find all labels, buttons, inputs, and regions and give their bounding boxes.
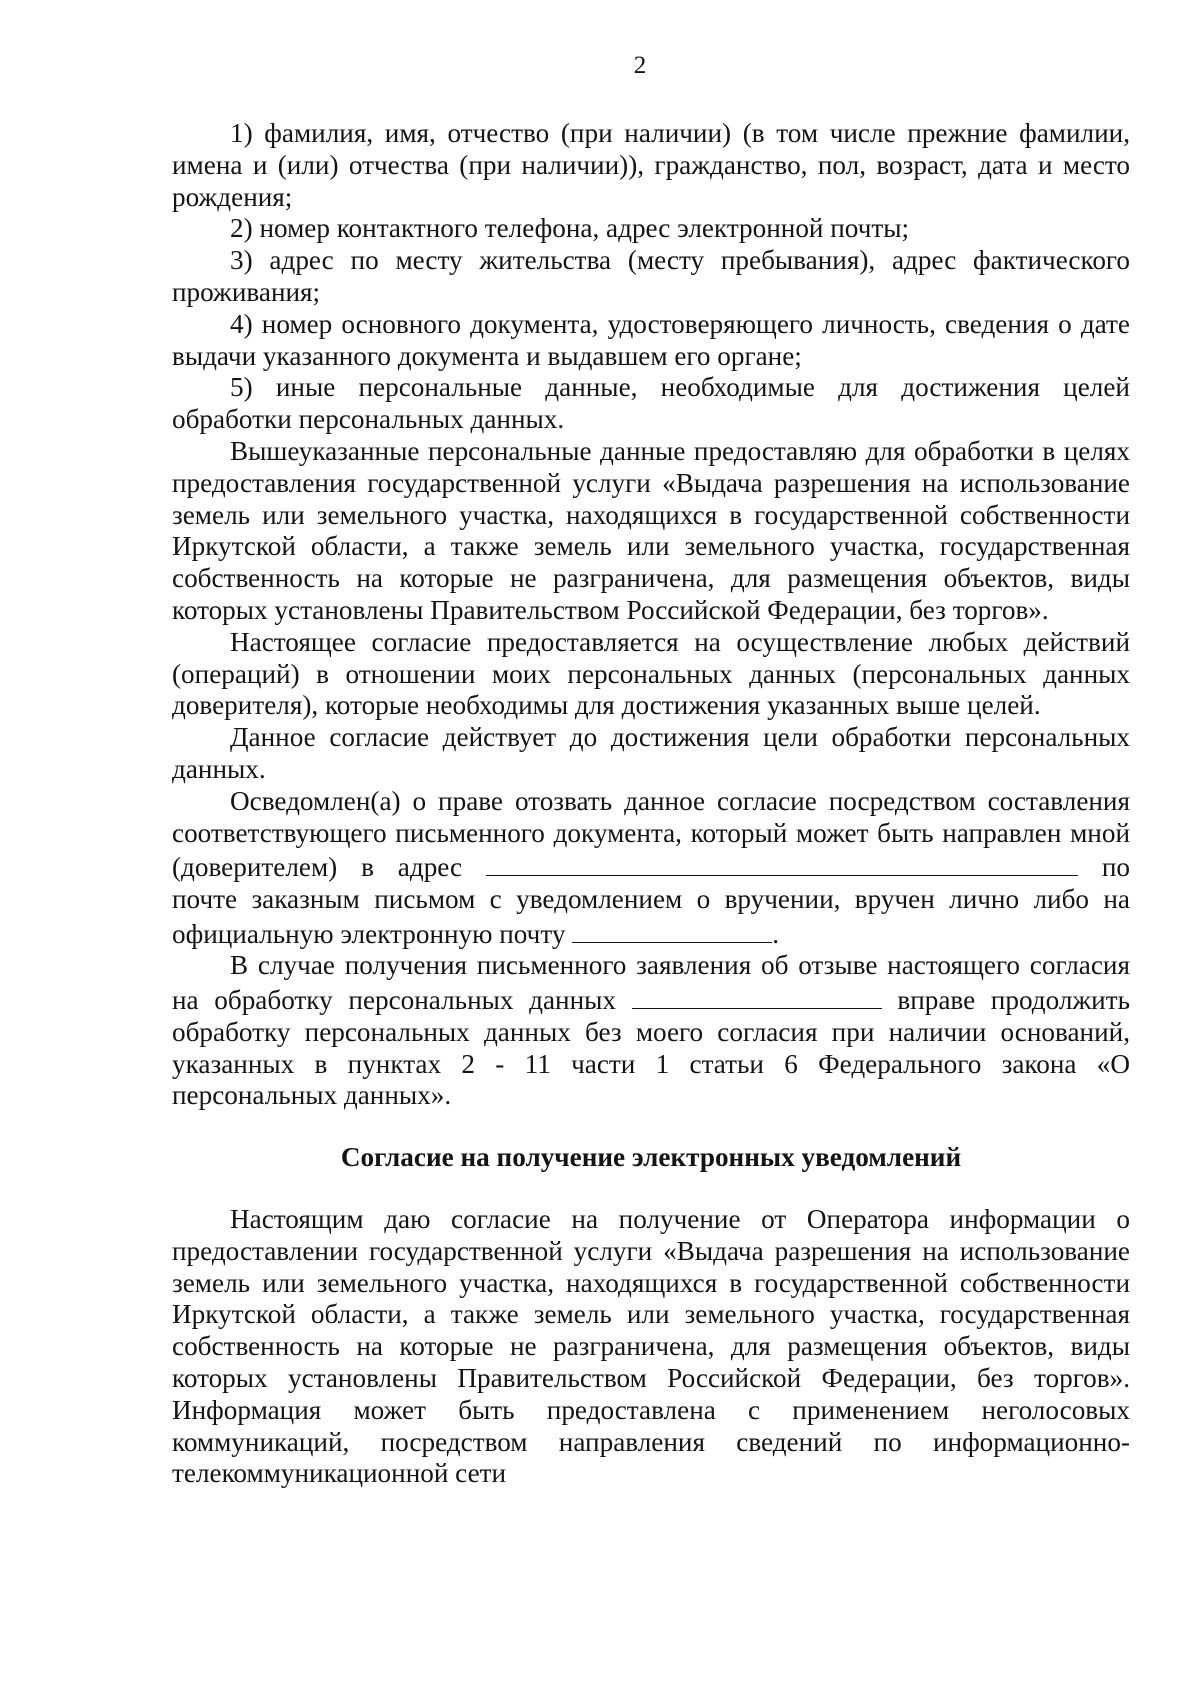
section-heading: Согласие на получение электронных уведомлений <box>340 1142 962 1173</box>
withdrawal-text-part2: вправе продолжить обработку персональных данных без моего согласия при наличии оснований, указанных в пунктах 2 - 11 части 1 статьи 6 Федерального закона «О персональных данных». <box>172 985 1131 1111</box>
list-item-3: 3) адрес по месту жительства (месту пребывания), адрес фактического проживания; <box>172 245 1130 307</box>
revoke-paragraph <box>172 786 1130 951</box>
notification-consent-paragraph: Настоящим даю согласие на получение от Оператора информации о предоставлении государственной услуги «Выдача разрешения на использование земель или земельного участка, находящихся в государственной собственности Иркутской области, а также земель или земельного участка, государственная собственность на которые не разграничена, для размещения объектов, виды которых установлены Правительством Российской Федерации, без торгов». Информация может быть предоставлена с применением неголосовых коммуникаций, посредством направления сведений по информационно-телекоммуникационной сети <box>172 1203 1130 1489</box>
document-body <box>172 118 1130 1490</box>
list-item-4: 4) номер основного документа, удостоверяющего личность, сведения о дате выдачи указанного документа и выдавшем его органе; <box>172 308 1130 371</box>
list-item-5: 5) иные персональные данные, необходимые для достижения целей обработки персональных данных. <box>172 372 1130 435</box>
page-number: 2 <box>633 52 647 79</box>
revoke-text-part2: по почте заказным письмом с уведомлением о вручении, вручен лично либо на официальную электронную почту <box>172 852 1130 949</box>
operator-blank-field[interactable] <box>632 982 882 1009</box>
address-blank-field[interactable] <box>486 849 1078 876</box>
withdrawal-paragraph <box>172 950 1130 1112</box>
withdrawal-text-part1: В случае получения письменного заявления об отзыве настоящего согласия на обработку персональных данных <box>172 950 1130 1015</box>
revoke-text-end: . <box>772 918 780 949</box>
email-blank-field[interactable] <box>572 916 772 943</box>
list-item-2: 2) номер контактного телефона, адрес электронной почты; <box>230 213 910 244</box>
scope-paragraph: Настоящее согласие предоставляется на осуществление любых действий (операций) в отношении моих персональных данных (персональных данных доверителя), которые необходимы для достижения указанных выше целей. <box>172 626 1130 721</box>
list-item-1: 1) фамилия, имя, отчество (при наличии) (в том числе прежние фамилии, имена и (или) отчества (при наличии)), гражданство, пол, возраст, дата и место рождения; <box>172 118 1130 212</box>
validity-paragraph: Данное согласие действует до достижения цели обработки персональных данных. <box>172 722 1130 784</box>
purpose-paragraph: Вышеуказанные персональные данные предоставляю для обработки в целях предоставления государственной услуги «Выдача разрешения на использование земель или земельного участка, находящихся в государственной собственности Иркутской области, а также земель или земельного участка, государственная собственность на которые не разграничена, для размещения объектов, виды которых установлены Правительством Российской Федерации, без торгов». <box>172 435 1130 625</box>
revoke-text-part1: Осведомлен(а) о праве отозвать данное согласие посредством составления соответствующего письменного документа, который может быть направлен мной (доверителем) в адрес <box>172 785 1130 883</box>
